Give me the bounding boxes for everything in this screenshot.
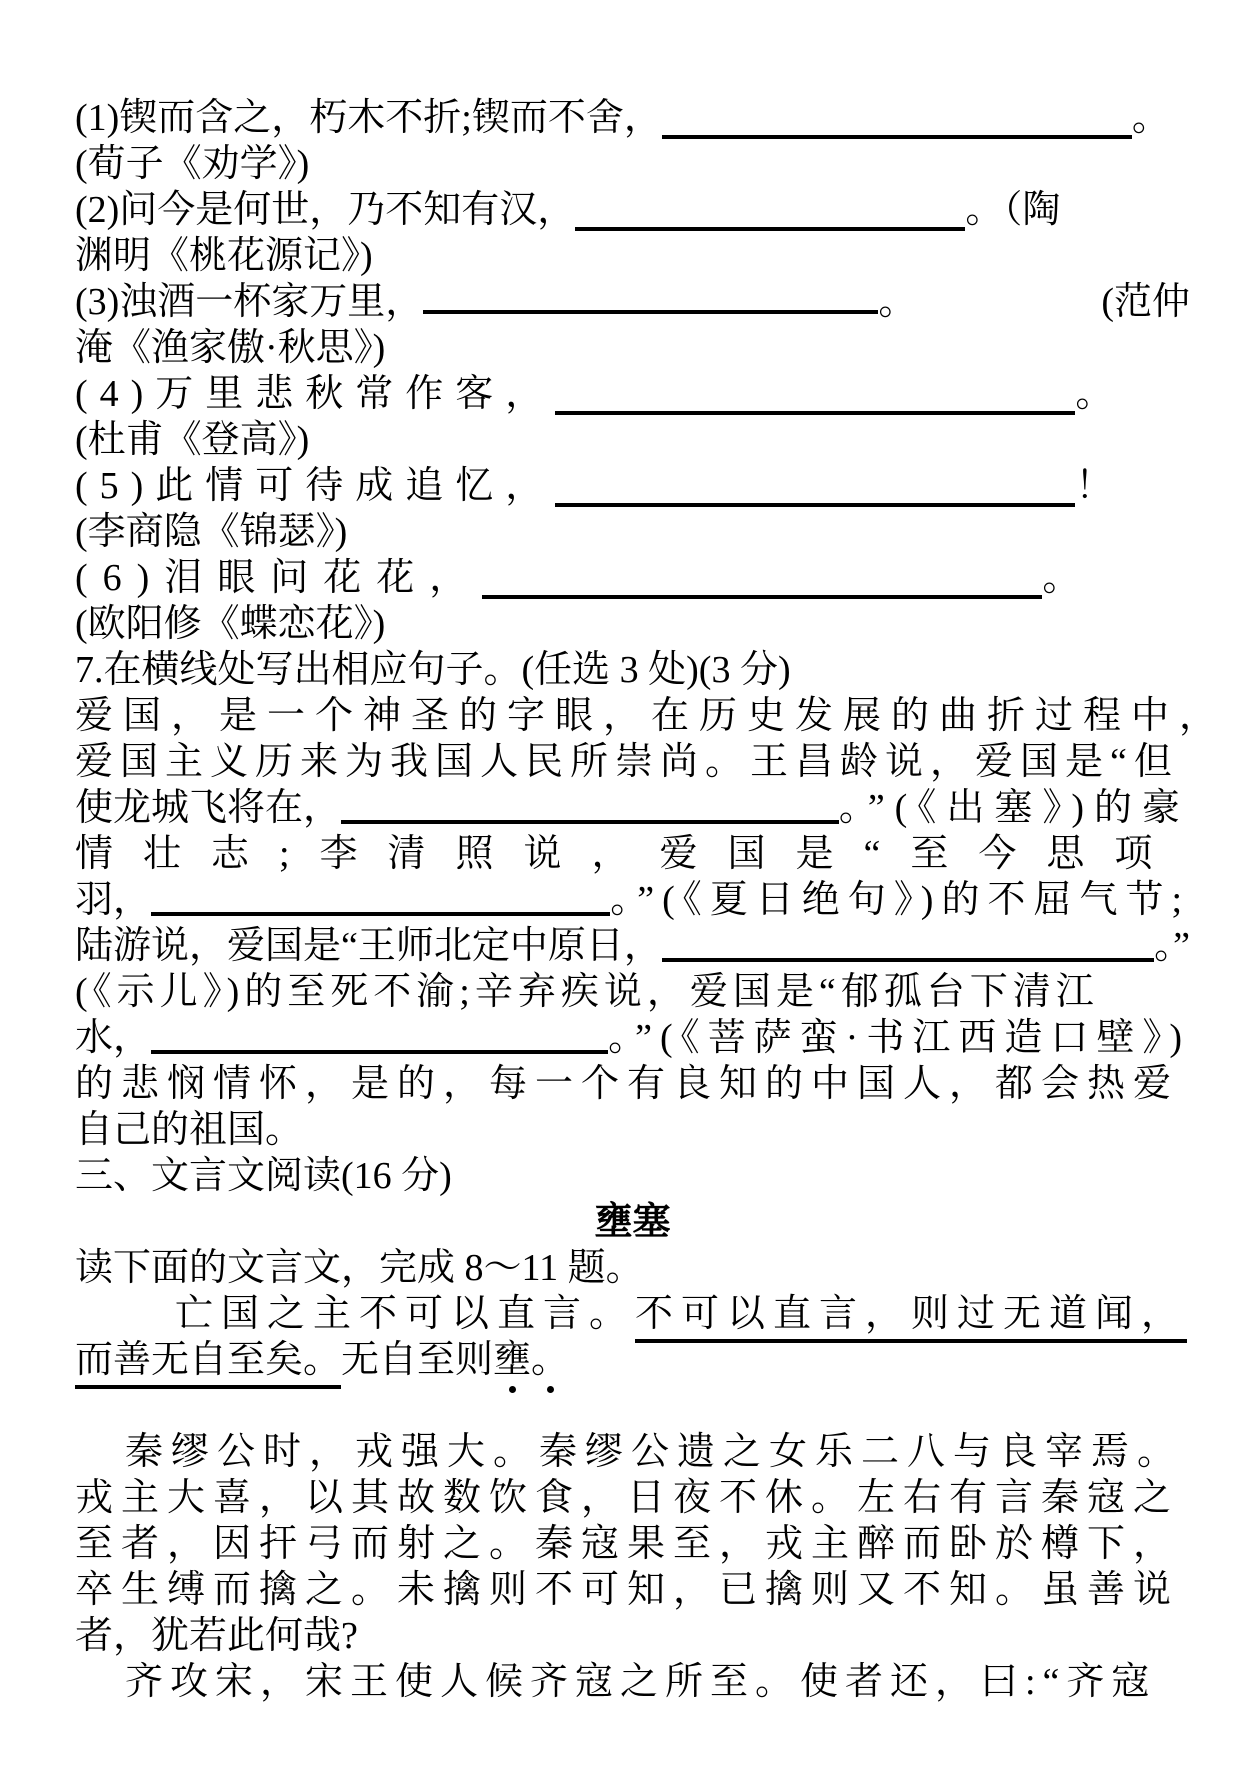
answer-blank [662,958,1154,962]
fill-blank-4 [75,371,1190,417]
passage-para-2-line-3 [75,1521,1190,1567]
text-segment: 。” [1154,925,1190,967]
text-segment: 情壮志;李清照说，爱国是“至今思项 [75,833,1183,875]
text-segment: 壅塞 [594,1201,671,1243]
text-segment: 自己的祖国。 [75,1109,304,1151]
answer-blank [423,310,878,314]
text-segment: 使龙城飞将在， [75,787,342,829]
fill-blank-5-source [75,509,1190,555]
underlined-clause: 而善无自至矣。 [75,1339,341,1389]
passage-para-2-line-5 [75,1613,1190,1659]
text-segment: (6)泪眼问花花， [75,557,483,599]
fill-blank-3-source [75,325,1190,371]
text-segment: 无自至则 [341,1339,494,1381]
text-segment: 亡国之主不可以直言。 [175,1293,636,1335]
answer-blank [575,227,965,231]
passage-title [75,1199,1190,1245]
text-segment: (《示儿》)的至死不渝;辛弃疾说，爱国是“郁孤台下清江 [75,971,1099,1013]
text-segment: (1)锲而含之，朽木不折;锲而不舍， [75,97,662,139]
text-segment: 陆游说，爱国是“王师北定中原日， [75,925,662,967]
text-segment: 。”(《夏日绝句》)的不屈气节; [610,879,1190,921]
text-segment: 的悲悯情怀，是的，每一个有良知的中国人，都会热爱 [75,1063,1180,1105]
answer-blank [662,135,1132,139]
text-segment: 。”(《出塞》)的豪 [838,787,1190,829]
fill-blank-4-source [75,417,1190,463]
question-7-passage-line-9 [75,1061,1190,1107]
fill-blank-1-source [75,141,1190,187]
fill-blank-1 [75,95,1190,141]
passage-para-3-line-1 [75,1659,1190,1705]
text-segment: 渊明《桃花源记》) [75,235,373,277]
text-segment: 。 [1042,557,1096,599]
passage-para-1-line-2 [75,1337,1190,1383]
text-segment: (2)问今是何世，乃不知有汉， [75,189,576,231]
text-segment: 戎主大喜，以其故数饮食，日夜不休。左右有言秦寇之 [75,1477,1180,1519]
question-7-passage-line-7 [75,969,1190,1015]
text-segment: 爱国，是一个神圣的字眼，在历史发展的曲折过程中， [75,695,1228,737]
text-segment: (3)浊酒一杯家万里， [75,281,424,323]
text-segment: (杜甫《登高》) [75,419,310,461]
question-7-passage-line-2 [75,739,1190,785]
text-segment: ！ [1075,465,1126,507]
text-segment: 7.在横线处写出相应句子。(任选 3 处)(3 分) [75,649,791,691]
question-7-stem [75,647,1190,693]
text-segment: 至者，因扞弓而射之。秦寇果至，戎主醉而卧於樽下， [75,1523,1180,1565]
passage-para-2-line-2 [75,1475,1190,1521]
text-segment: (欧阳修《蝶恋花》) [75,603,386,645]
text-segment: 。 [1075,373,1126,415]
answer-blank [555,503,1075,507]
question-7-passage-line-5 [75,877,1190,923]
text-segment: 。 [878,281,917,323]
passage-instruction [75,1245,1190,1291]
text-segment: 卒生缚而擒之。未擒则不可知，已擒则又不知。虽善说 [75,1569,1180,1611]
question-7-passage-line-3 [75,785,1190,831]
answer-blank [482,595,1042,599]
question-7-passage-line-8 [75,1015,1190,1061]
passage-para-2-line-1 [75,1429,1190,1475]
answer-blank [151,912,610,916]
document-body [75,95,1228,1705]
text-segment: (荀子《劝学》) [75,143,310,185]
fill-blank-5 [75,463,1190,509]
text-segment: (范仲 [1101,281,1190,323]
text-segment: (4)万里悲秋常作客， [75,373,556,415]
text-segment: 齐攻宋，宋王使人候齐寇之所至。使者还，曰:“齐寇 [125,1661,1157,1703]
text-segment: 水， [75,1017,152,1059]
question-7-passage-line-6 [75,923,1190,969]
emphasized-char: 壅 [493,1339,532,1381]
fill-blank-6 [75,555,1190,601]
fill-blank-2 [75,187,1190,233]
question-7-passage-line-4 [75,831,1190,877]
passage-para-1-line-1 [75,1291,1190,1337]
fill-blank-2-source [75,233,1190,279]
answer-blank [341,820,839,824]
text-segment: 。（陶 [965,189,1061,231]
answer-blank [555,411,1075,415]
text-segment: 。 [1131,97,1170,139]
emphasized-chars [493,1339,569,1381]
text-segment: 羽， [75,879,152,921]
text-segment: 者，犹若此何哉? [75,1615,358,1657]
answer-blank [151,1050,608,1054]
underlined-clause: 不可以直言，则过无道闻， [635,1293,1187,1343]
question-7-passage-line-10 [75,1107,1190,1153]
passage-para-2-line-4 [75,1567,1190,1613]
text-segment: (5)此情可待成追忆， [75,465,556,507]
text-segment: 淹《渔家傲·秋思》) [75,327,386,369]
text-segment: (李商隐《锦瑟》) [75,511,348,553]
question-7-passage-line-1 [75,693,1228,739]
text-segment: 读下面的文言文，完成 8～11 题。 [75,1247,644,1289]
text-segment: 爱国主义历来为我国人民所崇尚。王昌龄说，爱国是“但 [75,741,1179,783]
fill-blank-3 [75,279,1190,325]
text-segment: 三、文言文阅读(16 分) [75,1155,452,1197]
fill-blank-6-source [75,601,1190,647]
section-3-heading [75,1153,1190,1199]
blank-spacer-line [75,1383,1190,1429]
text-segment: 。”(《菩萨蛮·书江西造口壁》) [608,1017,1190,1059]
text-segment: 秦缪公时，戎强大。秦缪公遗之女乐二八与良宰焉。 [125,1431,1184,1473]
emphasized-char: 。 [531,1339,570,1381]
